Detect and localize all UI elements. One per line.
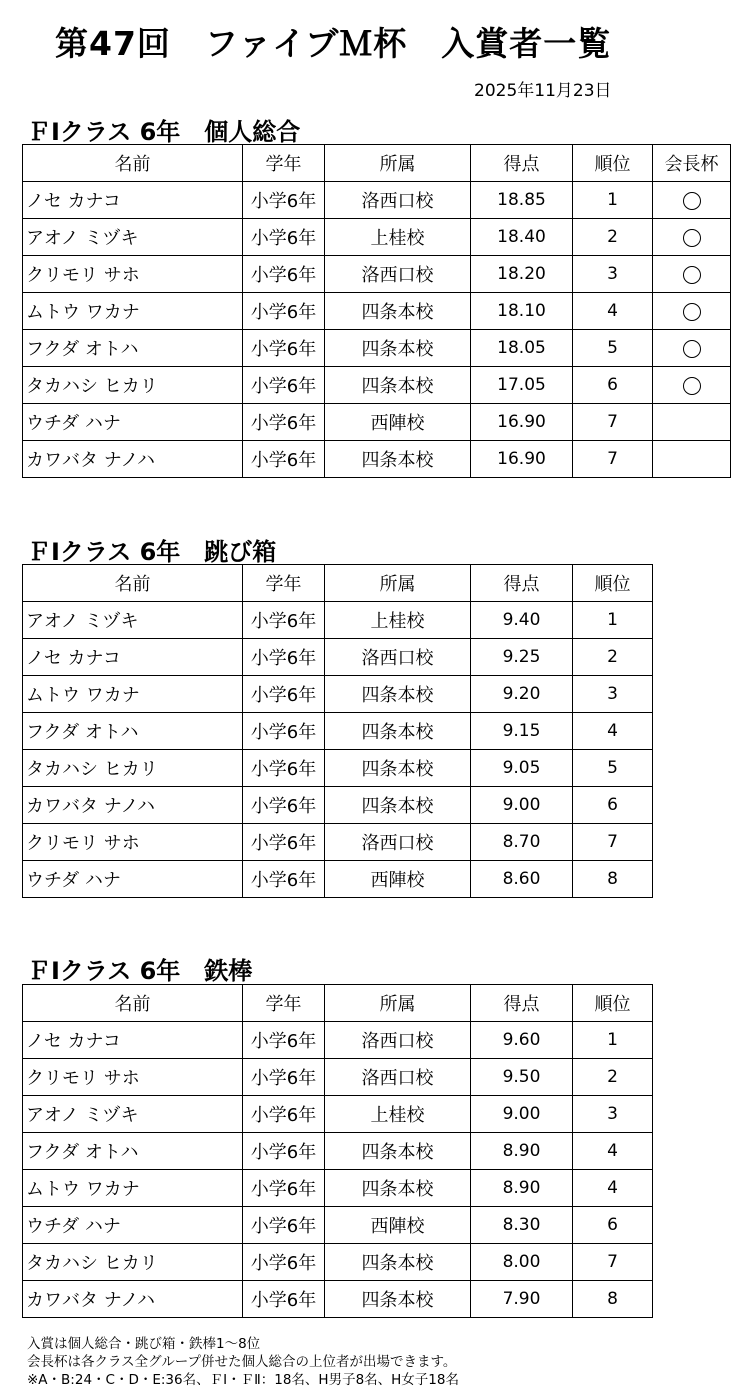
award-circle-icon [683, 192, 701, 210]
grade-cell: 小学6年 [243, 330, 325, 367]
table-row [23, 1207, 653, 1244]
score-cell: 9.20 [471, 676, 573, 713]
award-cell [653, 404, 731, 441]
name-cell: ムトウ ワカナ [23, 676, 243, 713]
score-cell: 18.05 [471, 330, 573, 367]
table-row [23, 787, 653, 824]
results-table [22, 984, 653, 1318]
score-cell: 8.30 [471, 1207, 573, 1244]
table-row [23, 1170, 653, 1207]
school-cell: 四条本校 [325, 293, 471, 330]
header-award: 会長杯 [653, 145, 731, 182]
table-row [23, 182, 731, 219]
name-cell: アオノ ミヅキ [23, 602, 243, 639]
grade-cell: 小学6年 [243, 1244, 325, 1281]
header-name: 名前 [23, 565, 243, 602]
table-row [23, 1133, 653, 1170]
award-circle-icon [683, 266, 701, 284]
award-cell [653, 219, 731, 256]
rank-cell: 4 [573, 1133, 653, 1170]
rank-cell: 4 [573, 713, 653, 750]
table-row [23, 293, 731, 330]
table-row [23, 1244, 653, 1281]
section-title: ＦⅠクラス 6年 鉄棒 [27, 957, 253, 985]
rank-cell: 8 [573, 1281, 653, 1318]
score-cell: 7.90 [471, 1281, 573, 1318]
name-cell: アオノ ミヅキ [23, 219, 243, 256]
school-cell: 四条本校 [325, 676, 471, 713]
footnote-line: 入賞は個人総合・跳び箱・鉄棒1～8位 [27, 1336, 261, 1352]
header-school: 所属 [325, 985, 471, 1022]
name-cell: フクダ オトハ [23, 713, 243, 750]
header-rank: 順位 [573, 985, 653, 1022]
table-header-row [23, 565, 653, 602]
table-row [23, 1281, 653, 1318]
school-cell: 西陣校 [325, 861, 471, 898]
school-cell: 洛西口校 [325, 1059, 471, 1096]
table-row [23, 750, 653, 787]
header-score: 得点 [471, 985, 573, 1022]
name-cell: カワバタ ナノハ [23, 787, 243, 824]
header-school: 所属 [325, 145, 471, 182]
rank-cell: 1 [573, 182, 653, 219]
grade-cell: 小学6年 [243, 602, 325, 639]
score-cell: 8.70 [471, 824, 573, 861]
name-cell: ノセ カナコ [23, 1022, 243, 1059]
grade-cell: 小学6年 [243, 1170, 325, 1207]
name-cell: ノセ カナコ [23, 639, 243, 676]
award-circle-icon [683, 229, 701, 247]
score-cell: 18.85 [471, 182, 573, 219]
table-row [23, 1096, 653, 1133]
rank-cell: 7 [573, 1244, 653, 1281]
rank-cell: 2 [573, 1059, 653, 1096]
score-cell: 9.40 [471, 602, 573, 639]
rank-cell: 1 [573, 1022, 653, 1059]
header-rank: 順位 [573, 145, 653, 182]
table-row [23, 602, 653, 639]
score-cell: 9.00 [471, 787, 573, 824]
award-circle-icon [683, 377, 701, 395]
section-title: ＦⅠクラス 6年 跳び箱 [27, 538, 277, 566]
header-score: 得点 [471, 145, 573, 182]
grade-cell: 小学6年 [243, 750, 325, 787]
school-cell: 四条本校 [325, 750, 471, 787]
score-cell: 9.15 [471, 713, 573, 750]
grade-cell: 小学6年 [243, 1022, 325, 1059]
score-cell: 17.05 [471, 367, 573, 404]
rank-cell: 5 [573, 750, 653, 787]
score-cell: 9.60 [471, 1022, 573, 1059]
header-grade: 学年 [243, 145, 325, 182]
score-cell: 9.25 [471, 639, 573, 676]
header-rank: 順位 [573, 565, 653, 602]
school-cell: 上桂校 [325, 1096, 471, 1133]
name-cell: ノセ カナコ [23, 182, 243, 219]
score-cell: 16.90 [471, 404, 573, 441]
name-cell: カワバタ ナノハ [23, 441, 243, 478]
rank-cell: 7 [573, 404, 653, 441]
school-cell: 四条本校 [325, 713, 471, 750]
rank-cell: 8 [573, 861, 653, 898]
rank-cell: 3 [573, 676, 653, 713]
school-cell: 西陣校 [325, 1207, 471, 1244]
table-row [23, 1059, 653, 1096]
table-row [23, 713, 653, 750]
name-cell: タカハシ ヒカリ [23, 1244, 243, 1281]
name-cell: タカハシ ヒカリ [23, 750, 243, 787]
name-cell: ウチダ ハナ [23, 404, 243, 441]
grade-cell: 小学6年 [243, 404, 325, 441]
table-row [23, 441, 731, 478]
header-score: 得点 [471, 565, 573, 602]
grade-cell: 小学6年 [243, 1096, 325, 1133]
rank-cell: 1 [573, 602, 653, 639]
table-row [23, 256, 731, 293]
award-circle-icon [683, 303, 701, 321]
grade-cell: 小学6年 [243, 256, 325, 293]
grade-cell: 小学6年 [243, 1281, 325, 1318]
table-row [23, 861, 653, 898]
grade-cell: 小学6年 [243, 219, 325, 256]
rank-cell: 3 [573, 256, 653, 293]
grade-cell: 小学6年 [243, 713, 325, 750]
school-cell: 上桂校 [325, 219, 471, 256]
event-date: 2025年11月23日 [474, 81, 612, 101]
header-grade: 学年 [243, 985, 325, 1022]
score-cell: 8.00 [471, 1244, 573, 1281]
grade-cell: 小学6年 [243, 1133, 325, 1170]
table-row [23, 367, 731, 404]
award-cell [653, 293, 731, 330]
award-cell [653, 367, 731, 404]
name-cell: ムトウ ワカナ [23, 293, 243, 330]
name-cell: タカハシ ヒカリ [23, 367, 243, 404]
grade-cell: 小学6年 [243, 1059, 325, 1096]
table-row [23, 330, 731, 367]
grade-cell: 小学6年 [243, 676, 325, 713]
award-circle-icon [683, 340, 701, 358]
score-cell: 8.60 [471, 861, 573, 898]
name-cell: フクダ オトハ [23, 1133, 243, 1170]
award-cell [653, 330, 731, 367]
school-cell: 四条本校 [325, 1170, 471, 1207]
school-cell: 洛西口校 [325, 824, 471, 861]
footnote-line: 会長杯は各クラス全グループ併せた個人総合の上位者が出場できます。 [27, 1354, 457, 1370]
name-cell: クリモリ サホ [23, 824, 243, 861]
score-cell: 18.20 [471, 256, 573, 293]
rank-cell: 4 [573, 293, 653, 330]
rank-cell: 2 [573, 219, 653, 256]
table-row [23, 676, 653, 713]
rank-cell: 7 [573, 824, 653, 861]
award-cell [653, 441, 731, 478]
rank-cell: 6 [573, 787, 653, 824]
name-cell: ムトウ ワカナ [23, 1170, 243, 1207]
grade-cell: 小学6年 [243, 824, 325, 861]
header-name: 名前 [23, 985, 243, 1022]
rank-cell: 6 [573, 367, 653, 404]
rank-cell: 5 [573, 330, 653, 367]
grade-cell: 小学6年 [243, 293, 325, 330]
section-title: ＦⅠクラス 6年 個人総合 [27, 118, 301, 146]
table-row [23, 1022, 653, 1059]
table-row [23, 219, 731, 256]
score-cell: 18.40 [471, 219, 573, 256]
page-title: 第47回 ファイブＭ杯 入賞者一覧 [55, 24, 612, 63]
school-cell: 上桂校 [325, 602, 471, 639]
school-cell: 洛西口校 [325, 182, 471, 219]
grade-cell: 小学6年 [243, 861, 325, 898]
score-cell: 8.90 [471, 1170, 573, 1207]
score-cell: 9.00 [471, 1096, 573, 1133]
name-cell: クリモリ サホ [23, 256, 243, 293]
grade-cell: 小学6年 [243, 787, 325, 824]
award-cell [653, 256, 731, 293]
score-cell: 9.05 [471, 750, 573, 787]
school-cell: 洛西口校 [325, 256, 471, 293]
results-table [22, 144, 731, 478]
school-cell: 四条本校 [325, 787, 471, 824]
school-cell: 四条本校 [325, 367, 471, 404]
name-cell: クリモリ サホ [23, 1059, 243, 1096]
table-row [23, 639, 653, 676]
header-school: 所属 [325, 565, 471, 602]
rank-cell: 6 [573, 1207, 653, 1244]
grade-cell: 小学6年 [243, 639, 325, 676]
header-name: 名前 [23, 145, 243, 182]
score-cell: 8.90 [471, 1133, 573, 1170]
rank-cell: 7 [573, 441, 653, 478]
table-row [23, 824, 653, 861]
rank-cell: 4 [573, 1170, 653, 1207]
rank-cell: 3 [573, 1096, 653, 1133]
school-cell: 洛西口校 [325, 1022, 471, 1059]
footnotes [27, 1335, 459, 1389]
rank-cell: 2 [573, 639, 653, 676]
header-grade: 学年 [243, 565, 325, 602]
grade-cell: 小学6年 [243, 182, 325, 219]
score-cell: 9.50 [471, 1059, 573, 1096]
name-cell: アオノ ミヅキ [23, 1096, 243, 1133]
table-row [23, 404, 731, 441]
name-cell: ウチダ ハナ [23, 861, 243, 898]
school-cell: 四条本校 [325, 330, 471, 367]
results-table [22, 564, 653, 898]
name-cell: フクダ オトハ [23, 330, 243, 367]
grade-cell: 小学6年 [243, 441, 325, 478]
school-cell: 洛西口校 [325, 639, 471, 676]
school-cell: 四条本校 [325, 1281, 471, 1318]
grade-cell: 小学6年 [243, 1207, 325, 1244]
footnote-line: ※A・B:24・C・D・E:36名、ＦⅠ・ＦⅡ：18名、H男子8名、H女子18名 [27, 1372, 459, 1388]
name-cell: カワバタ ナノハ [23, 1281, 243, 1318]
grade-cell: 小学6年 [243, 367, 325, 404]
award-cell [653, 182, 731, 219]
school-cell: 西陣校 [325, 404, 471, 441]
school-cell: 四条本校 [325, 1244, 471, 1281]
name-cell: ウチダ ハナ [23, 1207, 243, 1244]
school-cell: 四条本校 [325, 441, 471, 478]
school-cell: 四条本校 [325, 1133, 471, 1170]
table-header-row [23, 985, 653, 1022]
score-cell: 18.10 [471, 293, 573, 330]
table-header-row [23, 145, 731, 182]
score-cell: 16.90 [471, 441, 573, 478]
